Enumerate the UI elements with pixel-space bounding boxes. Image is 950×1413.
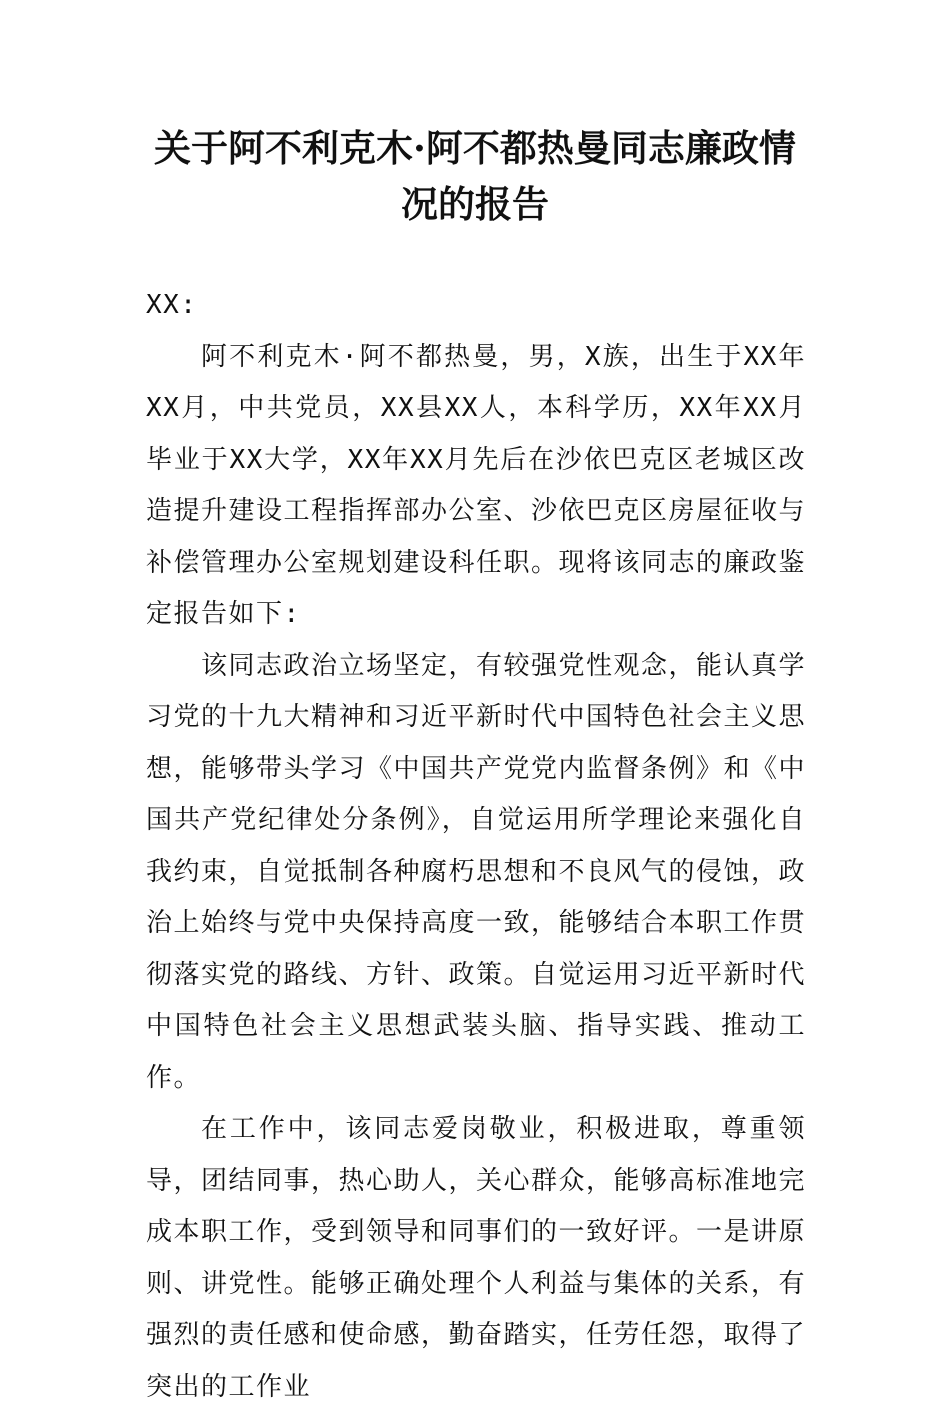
paragraph-political-stance: 该同志政治立场坚定，有较强党性观念，能认真学习党的十九大精神和习近平新时代中国特色社会主义思想，能够带头学习《中国共产党党内监督条例》和《中国共产党纪律处分条例》，自觉运用所学理论来强化自我约束，自觉抵制各种腐朽思想和不良风气的侵蚀，政治上始终与党中央保持高度一致，能够结合本职工作贯彻落实党的路线、方针、政策。自觉运用习近平新时代中国特色社会主义思想武装头脑、指导实践、推动工作。 bbox=[146, 650, 807, 1093]
paragraph-work-performance: 在工作中，该同志爱岗敬业，积极进取，尊重领导，团结同事，热心助人，关心群众，能够高标准地完成本职工作，受到领导和同事们的一致好评。一是讲原则、讲党性。能够正确处理个人利益与集体的关系，有强烈的责任感和使命感，勤奋踏实，任劳任怨，取得了突出的工作业 bbox=[146, 1114, 807, 1402]
paragraph-personal-info: 阿不利克木·阿不都热曼，男，X族，出生于XX年XX月，中共党员，XX县XX人，本科学历，XX年XX月毕业于XX大学，XX年XX月先后在沙依巴克区老城区改造提升建设工程指挥部办公室、沙依巴克区房屋征收与补偿管理办公室规划建设科任职。现将该同志的廉政鉴定报告如下: bbox=[146, 341, 807, 629]
document-title: 关于阿不利克木·阿不都热曼同志廉政情况的报告 bbox=[154, 126, 796, 226]
document-body bbox=[146, 280, 806, 1413]
salutation: XX: bbox=[146, 290, 198, 320]
